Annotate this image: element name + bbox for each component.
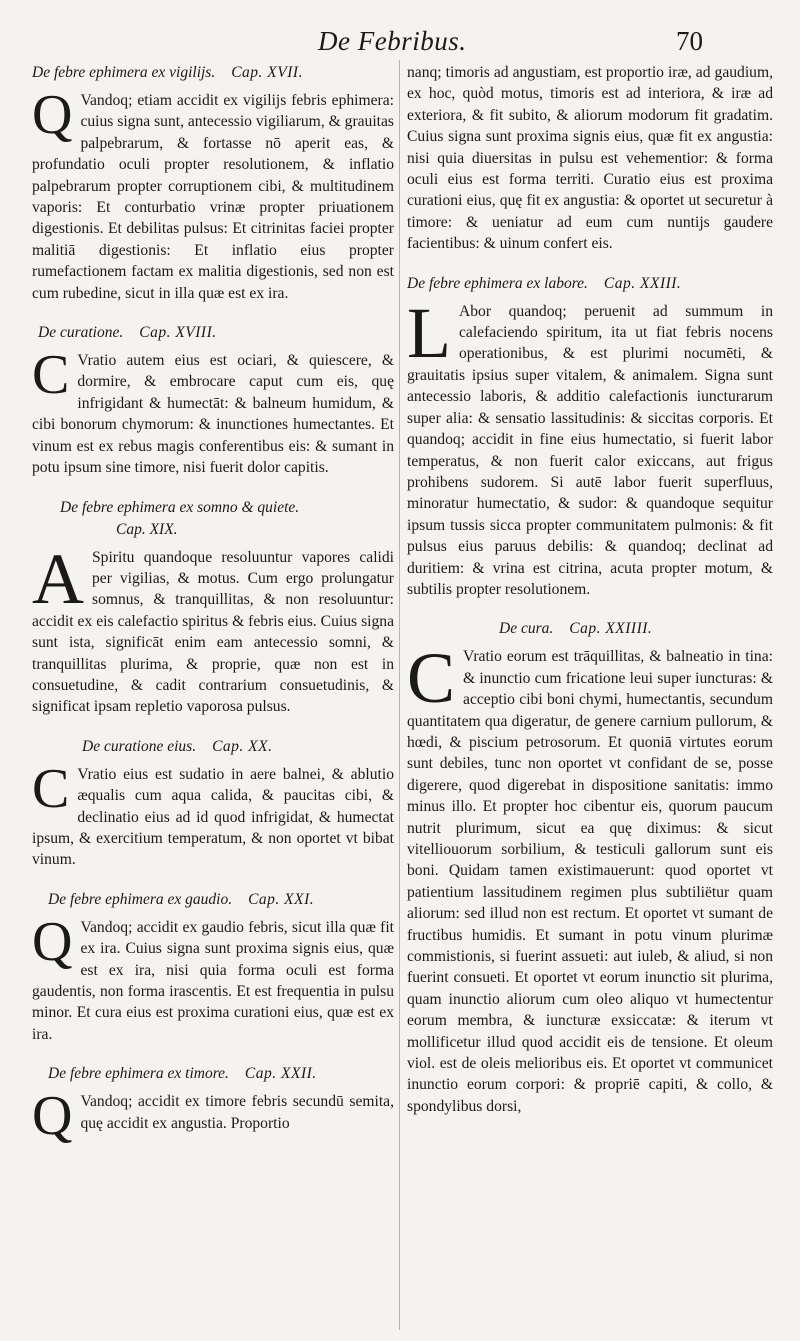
drop-capital: C (407, 638, 456, 719)
paragraph-text: nanq; timoris ad angustiam, est proportio iræ, ad gaudium, ex hoc, quòd motus, timoris est ad interiora, & iræ ad exteriora, & fit subito, & aliorum modorum fit gradatim. Cuius signa sunt proxima signis eius, quæ fit ex angustia: nisi quia diuersitas in pulsu est vehementior: & forma oculi eius est forma territi. Curatio eius est proxima curationi eius, quę fit ex angustia: & oportet ut securetur à timore: & ueniatur ad eum cum nuntijs gaudere facientibus: & uinum confert eis. (407, 64, 773, 253)
chapter-heading (38, 322, 394, 344)
chapter-paragraph (407, 638, 773, 1117)
drop-capital: C (32, 344, 70, 407)
chapter-number: Cap. XXIIII. (569, 620, 653, 638)
paragraph-text: Spiritu quandoque resoluuntur vapores calidi per vigilias, & motus. Cum ergo prolungatur somnus, & tranquillitas, & non resoluuntur: accidit ex eis calefactio spiritus & febris eius. Cuius signa sunt ista, significāt enim eam antecessio somni, & tranquillitas plurima, & proprie, quæ non est in consuetudine, & cadit contrarium consuetudinis, & significat ipsam repletio vaporosa pulsus. (32, 548, 394, 716)
chapter-number: Cap. XXII. (244, 1065, 317, 1083)
chapter-number-line (116, 519, 394, 541)
paragraph-text: Vandoq; etiam accidit ex vigilijs febris ephimera: cuius signa sunt, antecessio vigiliarum, & grauitas palpebrarum, & fortasse nō aperit eas, & profundatio oculi propter resolutionem, & inflatio palpebrarum propter corruptionem cibi, & multitudinem vaporis: Et conturbatio vrinæ propter priuationem digestionis. Et debilitas pulsus: Et citrinitas faciei propter malitiā digestionis: Et inflatio eius propter rumefactionem factam ex malitia digestionis, sed non est cum rubedine, sicut in illa quæ est ex ira. (32, 92, 395, 302)
paragraph-text: Vratio autem eius est ociari, & quiescere, & dormire, & embrocare caput cum eis, quę infrigidant & humectāt: & balneum humidum, & cibi bonorum chymorum: & inunctiones humectantes. Et vinum est ex rebus magis conferentibus eis: & sumant in potu ipsum sine timore, nisi fuerit dolor capitis. (32, 352, 394, 477)
drop-capital: Q (32, 910, 73, 973)
heading-text: De febre ephimera ex somno & quiete. (60, 498, 300, 516)
drop-capital: Q (32, 1085, 73, 1148)
chapter-paragraph (32, 757, 394, 871)
heading-text: De curatione. (38, 324, 124, 342)
drop-capital: C (32, 757, 70, 820)
chapter-paragraph (32, 538, 394, 718)
chapter-paragraph (32, 1085, 394, 1148)
continued-paragraph (407, 62, 773, 255)
page-number: 70 (676, 26, 703, 56)
paragraph-text: Vandoq; accidit ex timore febris secundū semita, quę accidit ex angustia. Proportio (80, 1093, 394, 1132)
paragraph-text: Abor quandoq; peruenit ad summum in calefaciendo spiritum, ita ut fiat febris nocens operationibus, & est plurimi nocumēti, & grauitatis ipsius super vitalem, & animalem. Signa sunt antecessio laboris, & additio calefactionis iuncturarum super alia: & sensatio lassitudinis: & siccitas corporis. Et quandoq; accidit in fine eius humectatio, si fuerit labor temperatus, & non fuerit calor exiccans, aut frigus prohibens sudorem. Si autē labor fuerit superfluus, minoratur humectatio, & sudor: & quandoque sequitur ipsum tussis sicca propter communitatem pulmonis: & fit pulsus eius paruus debilis: & quandoq; declinat ad duritiem: & vrina est citrina, acuta propter motum, & subtilis propter resolutionem. (407, 302, 773, 598)
chapter-number: Cap. XIX. (116, 520, 178, 538)
chapter-number: Cap. XXI. (248, 890, 315, 908)
chapter-paragraph (32, 344, 394, 478)
chapter-heading (60, 497, 394, 519)
chapter-heading (32, 62, 394, 84)
chapter-paragraph (32, 910, 394, 1045)
chapter-heading (407, 273, 773, 295)
drop-capital: L (407, 292, 451, 373)
running-title: De Febribus. (318, 26, 467, 56)
chapter-number: Cap. XVIII. (139, 324, 217, 342)
chapter-paragraph (407, 292, 773, 601)
paragraph-text: Vratio eius est sudatio in aere balnei, & ablutio æqualis cum aqua calida, & paucitas cibi, & declinatio eius ad id quod infrigidat, & humectat ipsum, & exercitium temperatum, & non oportet vt bibat vinum. (32, 765, 394, 869)
drop-capital: Q (32, 84, 73, 146)
chapter-heading (48, 889, 394, 911)
chapter-number: Cap. XX. (212, 737, 273, 755)
heading-text: De curatione eius. (82, 737, 197, 755)
paragraph-text: Vandoq; accidit ex gaudio febris, sicut illa quæ fit ex ira. Cuius signa sunt proxima signis eius, quæ est ex ira, nisi quia forma oculi est forma gaudentis, non forma irascentis. Et est frequentia in pulsu minor. Et cura eius est proxima curationi eius, quæ est ex ira. (32, 918, 394, 1043)
running-head (0, 26, 800, 56)
chapter-paragraph (32, 84, 395, 304)
chapter-number: Cap. XVII. (231, 64, 303, 81)
heading-text: De febre ephimera ex vigilijs. (32, 64, 216, 81)
heading-text: De febre ephimera ex timore. (48, 1065, 229, 1083)
column-divider (399, 60, 400, 1330)
chapter-number: Cap. XXIII. (603, 274, 682, 292)
heading-text: De febre ephimera ex labore. (407, 274, 588, 292)
chapter-heading (82, 736, 394, 758)
heading-text: De cura. (499, 620, 554, 638)
left-column (32, 62, 394, 1152)
heading-text: De febre ephimera ex gaudio. (48, 890, 233, 908)
drop-capital: A (32, 538, 84, 619)
paragraph-text: Vratio eorum est trāquillitas, & balneatio in tina: & inunctio cum fricatione leui super iuncturas: & acceptio cibi boni chymi, humectantis, secundum quantitatem qua digeratur, de genere carnium pullorum, & hœdi, & piscium petrosorum. Et quoniā virtutes eorum sunt debiles, tunc non oportet vt confidant de se, posse digerere, quod digerebat in dispositione sanitatis: immo minus illo. Et propter hoc cibentur eis, quorum paucum nutrit plurimum, sicut ea quę diximus: & sicut vitelliouorum sorbilium, & testiculi gallorum sunt eis boni. Quidam tamen existimauerunt: quod oportet vt patientium lassitudinem regimen plus subtiliëtur quam aliorum: sed illud non est rectum. Et oportet vt sumant de fructibus humidis. Et sumant in potu vinum plurimæ commistionis, si fuerint assueti: aut iuleb, & aliud, si non fuerint consueti. Et oportet vt eorum inunctio sit plurima, quam inunctio aliorum cum oleo aliquo vt humectentur eorum membra, & iuncturæ exsiccatæ: & iterum vt mollificetur illud quod accidit eis de tensione. Et oleum viol. est de oleis melioribus eis. Et oportet vt communicet inunctio eorum corpori: & propriē capiti, & collo, & spondylibus dorsi, (407, 648, 773, 1115)
chapter-heading (499, 618, 773, 640)
chapter-heading (48, 1063, 394, 1085)
right-column (407, 62, 773, 1135)
